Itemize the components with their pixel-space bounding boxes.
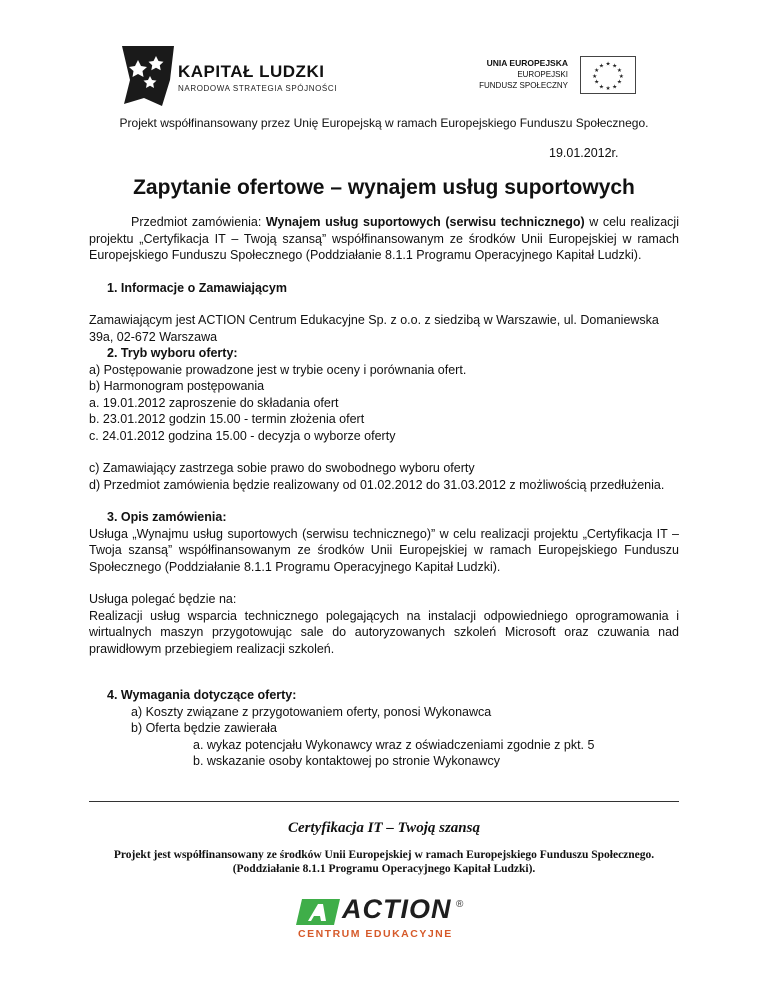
section-2-item-d: d) Przedmiot zamówienia będzie realizowany od 01.02.2012 do 31.03.2012 z możliwością przedłużenia. bbox=[89, 477, 665, 492]
section-4-subitem-b: b. wskazanie osoby kontaktowej po stronie Wykonawcy bbox=[193, 754, 500, 768]
eu-flag-icon bbox=[580, 56, 636, 94]
section-1-heading: 1. Informacje o Zamawiającym bbox=[107, 280, 287, 295]
section-2-heading: 2. Tryb wyboru oferty: bbox=[107, 346, 238, 360]
footer-line-1: Projekt jest współfinansowany ze środków Unii Europejskiej w ramach Europejskiego Funduszu Społecznego. bbox=[113, 849, 655, 861]
cofinancing-note: Projekt współfinansowany przez Unię Europejską w ramach Europejskiego Funduszu Społecznego. bbox=[119, 116, 649, 130]
section-4-item-a: a) Koszty związane z przygotowaniem oferty, ponosi Wykonawca bbox=[131, 704, 492, 719]
action-mark-icon bbox=[296, 899, 340, 925]
svg-text:★: ★ bbox=[612, 84, 618, 91]
document-title: Zapytanie ofertowe – wynajem usług suportowych bbox=[133, 176, 635, 199]
kapital-ludzki-mark-icon bbox=[116, 40, 178, 110]
section-2-item-b: b) Harmonogram postępowania bbox=[89, 379, 265, 393]
intro-subject: Wynajem usług suportowych (serwisu technicznego) bbox=[265, 215, 585, 229]
registered-mark: ® bbox=[456, 899, 464, 910]
section-4-item-b: b) Oferta będzie zawierała bbox=[131, 721, 277, 735]
document-body bbox=[89, 214, 679, 770]
intro-paragraph bbox=[89, 214, 679, 264]
eu-fund-line2: FUNDUSZ SPOŁECZNY bbox=[479, 81, 568, 90]
svg-text:★: ★ bbox=[612, 63, 618, 70]
svg-text:★: ★ bbox=[594, 68, 600, 75]
schedule-item-3: c. 24.01.2012 godzina 15.00 - decyzja o wyborze oferty bbox=[89, 428, 396, 443]
section-3-heading: 3. Opis zamówienia: bbox=[107, 510, 227, 524]
svg-text:★: ★ bbox=[605, 86, 611, 93]
schedule-item-2: b. 23.01.2012 godzin 15.00 - termin złożenia ofert bbox=[89, 412, 365, 426]
kapital-ludzki-subtitle: NARODOWA STRATEGIA SPÓJNOŚCI bbox=[178, 84, 338, 93]
svg-text:★: ★ bbox=[616, 68, 622, 75]
svg-text:★: ★ bbox=[594, 79, 600, 86]
svg-text:★: ★ bbox=[598, 84, 604, 91]
section-4-heading: 4. Wymagania dotyczące oferty: bbox=[107, 688, 297, 702]
kapital-ludzki-title: KAPITAŁ LUDZKI bbox=[178, 62, 325, 81]
action-name: ACTION bbox=[342, 894, 452, 924]
document-date: 19.01.2012r. bbox=[549, 146, 619, 160]
svg-text:★: ★ bbox=[618, 73, 624, 80]
intro-pre: Przedmiot zamówienia: bbox=[131, 215, 266, 229]
footer-divider bbox=[89, 801, 679, 802]
section-2-item-a: a) Postępowanie prowadzone jest w trybie oceny i porównania ofert. bbox=[89, 362, 467, 377]
eu-logo bbox=[478, 56, 638, 100]
section-3-text: Usługa „Wynajmu usług suportowych (serwisu technicznego)” w celu realizacji projektu „Certyfikacja IT – Twoja szansą” współfinansowanym ze środków Unii Europejskiej w ramach Europejskiego Funduszu Społecznego (Poddziałanie 8.1.1 Programu Operacyjnego Kapitał Ludzki). bbox=[89, 526, 679, 574]
section-3-detail: Realizacji usług wsparcia technicznego polegających na instalacji odpowiedniego oprogramowania i wirtualnych maszyn przygotowując sale do autoryzowanych szkoleń Microsoft oraz czuwania nad prawidłowym przebiegiem realizacji szkoleń. bbox=[89, 608, 679, 656]
section-2-item-c: c) Zamawiający zastrzega sobie prawo do swobodnego wyboru oferty bbox=[89, 461, 475, 475]
schedule-item-1: a. 19.01.2012 zaproszenie do składania ofert bbox=[89, 395, 339, 410]
section-4-subitem-a: a. wykaz potencjału Wykonawcy wraz z oświadczeniami zgodnie z pkt. 5 bbox=[193, 737, 595, 752]
footer-slogan: Certyfikacja IT – Twoją szansą bbox=[288, 820, 480, 836]
section-3-lead: Usługa polegać będzie na: bbox=[89, 592, 237, 606]
footer-cofinancing bbox=[0, 848, 768, 876]
action-logo bbox=[296, 894, 474, 945]
section-1-text: Zamawiającym jest ACTION Centrum Edukacyjne Sp. z o.o. z siedzibą w Warszawie, ul. Domaniewska 39a, 02-672 Warszawa bbox=[89, 313, 659, 344]
eu-fund-line1: EUROPEJSKI bbox=[517, 70, 568, 79]
eu-title: UNIA EUROPEJSKA bbox=[486, 58, 568, 68]
intro-post: w celu realizacji projektu „Certyfikacja IT – Twoją szansą” współfinansowanym ze środków Unii Europejskiej w ramach Europejskiego Funduszu Społecznego (Poddziałanie 8.1.1 Programu Operacyjnego Kapitał Ludzki). bbox=[89, 215, 679, 262]
action-subtitle: CENTRUM EDUKACYJNE bbox=[298, 928, 453, 940]
svg-text:★: ★ bbox=[616, 79, 622, 86]
footer-line-2: (Poddziałanie 8.1.1 Programu Operacyjnego Kapitał Ludzki). bbox=[232, 863, 536, 875]
svg-text:★: ★ bbox=[598, 63, 604, 70]
svg-text:★: ★ bbox=[592, 73, 598, 80]
kapital-ludzki-logo bbox=[116, 40, 356, 110]
svg-text:★: ★ bbox=[605, 61, 611, 68]
